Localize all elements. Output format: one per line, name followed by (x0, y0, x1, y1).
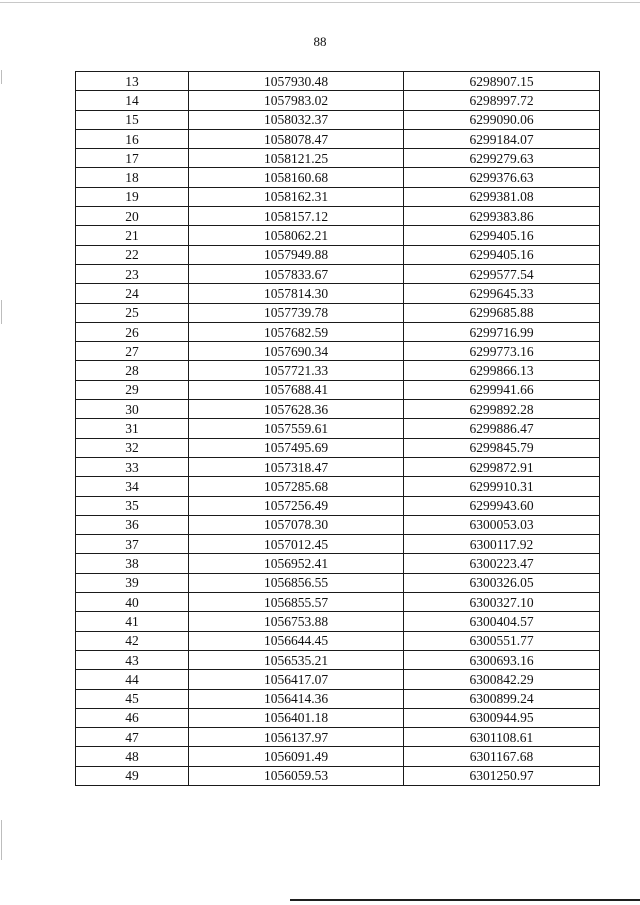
y-coordinate-cell: 6299716.99 (404, 322, 600, 341)
point-number-cell: 34 (76, 477, 189, 496)
scan-edge-mark (1, 300, 2, 324)
scan-edge-mark (1, 820, 2, 860)
point-number-cell: 16 (76, 129, 189, 148)
point-number-cell: 48 (76, 747, 189, 766)
table-row (76, 419, 600, 438)
x-coordinate-cell: 1057559.61 (189, 419, 404, 438)
x-coordinate-cell: 1057814.30 (189, 284, 404, 303)
y-coordinate-cell: 6299090.06 (404, 110, 600, 129)
x-coordinate-cell: 1056059.53 (189, 766, 404, 785)
table-row (76, 264, 600, 283)
point-number-cell: 14 (76, 91, 189, 110)
x-coordinate-cell: 1057721.33 (189, 361, 404, 380)
table-row (76, 149, 600, 168)
y-coordinate-cell: 6300053.03 (404, 515, 600, 534)
table-row (76, 207, 600, 226)
point-number-cell: 28 (76, 361, 189, 380)
table-row (76, 477, 600, 496)
x-coordinate-cell: 1058162.31 (189, 187, 404, 206)
table-row (76, 708, 600, 727)
x-coordinate-cell: 1056952.41 (189, 554, 404, 573)
point-number-cell: 43 (76, 650, 189, 669)
point-number-cell: 37 (76, 535, 189, 554)
table-row (76, 438, 600, 457)
x-coordinate-cell: 1057739.78 (189, 303, 404, 322)
y-coordinate-cell: 6299845.79 (404, 438, 600, 457)
table-row (76, 593, 600, 612)
table-row (76, 496, 600, 515)
y-coordinate-cell: 6299892.28 (404, 400, 600, 419)
x-coordinate-cell: 1057078.30 (189, 515, 404, 534)
point-number-cell: 23 (76, 264, 189, 283)
table-row (76, 245, 600, 264)
y-coordinate-cell: 6300404.57 (404, 612, 600, 631)
x-coordinate-cell: 1058062.21 (189, 226, 404, 245)
table-row (76, 515, 600, 534)
x-coordinate-cell: 1057318.47 (189, 457, 404, 476)
table-row (76, 380, 600, 399)
table-row (76, 284, 600, 303)
y-coordinate-cell: 6299376.63 (404, 168, 600, 187)
point-number-cell: 17 (76, 149, 189, 168)
table-row (76, 573, 600, 592)
x-coordinate-cell: 1058157.12 (189, 207, 404, 226)
point-number-cell: 38 (76, 554, 189, 573)
table-row (76, 670, 600, 689)
page-number: 88 (313, 34, 327, 49)
x-coordinate-cell: 1057949.88 (189, 245, 404, 264)
x-coordinate-cell: 1056644.45 (189, 631, 404, 650)
table-row (76, 110, 600, 129)
point-number-cell: 39 (76, 573, 189, 592)
y-coordinate-cell: 6299685.88 (404, 303, 600, 322)
y-coordinate-cell: 6301250.97 (404, 766, 600, 785)
x-coordinate-cell: 1057983.02 (189, 91, 404, 110)
x-coordinate-cell: 1056855.57 (189, 593, 404, 612)
x-coordinate-cell: 1056137.97 (189, 728, 404, 747)
table-row (76, 72, 600, 91)
bottom-border-line (290, 899, 640, 901)
table-row (76, 728, 600, 747)
table-row (76, 457, 600, 476)
table-row (76, 400, 600, 419)
table-row (76, 747, 600, 766)
y-coordinate-cell: 6299279.63 (404, 149, 600, 168)
y-coordinate-cell: 6299941.66 (404, 380, 600, 399)
x-coordinate-cell: 1058160.68 (189, 168, 404, 187)
y-coordinate-cell: 6299886.47 (404, 419, 600, 438)
y-coordinate-cell: 6301108.61 (404, 728, 600, 747)
y-coordinate-cell: 6299577.54 (404, 264, 600, 283)
table-row (76, 650, 600, 669)
y-coordinate-cell: 6300899.24 (404, 689, 600, 708)
y-coordinate-cell: 6299773.16 (404, 342, 600, 361)
coordinates-table (75, 71, 600, 786)
point-number-cell: 21 (76, 226, 189, 245)
table-row (76, 342, 600, 361)
table-row (76, 535, 600, 554)
y-coordinate-cell: 6299910.31 (404, 477, 600, 496)
y-coordinate-cell: 6300117.92 (404, 535, 600, 554)
point-number-cell: 25 (76, 303, 189, 322)
x-coordinate-cell: 1057682.59 (189, 322, 404, 341)
table-row (76, 631, 600, 650)
point-number-cell: 29 (76, 380, 189, 399)
point-number-cell: 24 (76, 284, 189, 303)
x-coordinate-cell: 1057495.69 (189, 438, 404, 457)
top-border-line (0, 2, 640, 3)
point-number-cell: 41 (76, 612, 189, 631)
point-number-cell: 20 (76, 207, 189, 226)
table-row (76, 766, 600, 785)
point-number-cell: 36 (76, 515, 189, 534)
y-coordinate-cell: 6299405.16 (404, 226, 600, 245)
x-coordinate-cell: 1057285.68 (189, 477, 404, 496)
point-number-cell: 45 (76, 689, 189, 708)
scan-edge-mark (1, 70, 2, 84)
point-number-cell: 42 (76, 631, 189, 650)
y-coordinate-cell: 6299872.91 (404, 457, 600, 476)
x-coordinate-cell: 1056401.18 (189, 708, 404, 727)
point-number-cell: 19 (76, 187, 189, 206)
table-row (76, 554, 600, 573)
x-coordinate-cell: 1058032.37 (189, 110, 404, 129)
point-number-cell: 46 (76, 708, 189, 727)
x-coordinate-cell: 1058121.25 (189, 149, 404, 168)
y-coordinate-cell: 6299381.08 (404, 187, 600, 206)
x-coordinate-cell: 1058078.47 (189, 129, 404, 148)
point-number-cell: 47 (76, 728, 189, 747)
point-number-cell: 13 (76, 72, 189, 91)
table-row (76, 361, 600, 380)
point-number-cell: 15 (76, 110, 189, 129)
x-coordinate-cell: 1057628.36 (189, 400, 404, 419)
x-coordinate-cell: 1056535.21 (189, 650, 404, 669)
x-coordinate-cell: 1056417.07 (189, 670, 404, 689)
table-row (76, 689, 600, 708)
y-coordinate-cell: 6299184.07 (404, 129, 600, 148)
y-coordinate-cell: 6299645.33 (404, 284, 600, 303)
table-row (76, 91, 600, 110)
point-number-cell: 40 (76, 593, 189, 612)
y-coordinate-cell: 6300327.10 (404, 593, 600, 612)
x-coordinate-cell: 1057833.67 (189, 264, 404, 283)
y-coordinate-cell: 6298997.72 (404, 91, 600, 110)
x-coordinate-cell: 1056856.55 (189, 573, 404, 592)
point-number-cell: 33 (76, 457, 189, 476)
table-row (76, 168, 600, 187)
y-coordinate-cell: 6300842.29 (404, 670, 600, 689)
x-coordinate-cell: 1056753.88 (189, 612, 404, 631)
x-coordinate-cell: 1057688.41 (189, 380, 404, 399)
table-row (76, 303, 600, 322)
x-coordinate-cell: 1057930.48 (189, 72, 404, 91)
point-number-cell: 49 (76, 766, 189, 785)
x-coordinate-cell: 1057690.34 (189, 342, 404, 361)
point-number-cell: 44 (76, 670, 189, 689)
point-number-cell: 22 (76, 245, 189, 264)
point-number-cell: 27 (76, 342, 189, 361)
x-coordinate-cell: 1057012.45 (189, 535, 404, 554)
table-row (76, 187, 600, 206)
point-number-cell: 18 (76, 168, 189, 187)
table-row (76, 612, 600, 631)
y-coordinate-cell: 6298907.15 (404, 72, 600, 91)
y-coordinate-cell: 6300326.05 (404, 573, 600, 592)
y-coordinate-cell: 6300551.77 (404, 631, 600, 650)
y-coordinate-cell: 6299943.60 (404, 496, 600, 515)
y-coordinate-cell: 6299866.13 (404, 361, 600, 380)
coordinates-table-body (76, 72, 600, 786)
point-number-cell: 32 (76, 438, 189, 457)
x-coordinate-cell: 1057256.49 (189, 496, 404, 515)
table-row (76, 129, 600, 148)
y-coordinate-cell: 6299405.16 (404, 245, 600, 264)
x-coordinate-cell: 1056091.49 (189, 747, 404, 766)
x-coordinate-cell: 1056414.36 (189, 689, 404, 708)
table-row (76, 226, 600, 245)
point-number-cell: 26 (76, 322, 189, 341)
y-coordinate-cell: 6300693.16 (404, 650, 600, 669)
table-row (76, 322, 600, 341)
point-number-cell: 30 (76, 400, 189, 419)
y-coordinate-cell: 6300223.47 (404, 554, 600, 573)
y-coordinate-cell: 6299383.86 (404, 207, 600, 226)
point-number-cell: 31 (76, 419, 189, 438)
point-number-cell: 35 (76, 496, 189, 515)
y-coordinate-cell: 6301167.68 (404, 747, 600, 766)
y-coordinate-cell: 6300944.95 (404, 708, 600, 727)
